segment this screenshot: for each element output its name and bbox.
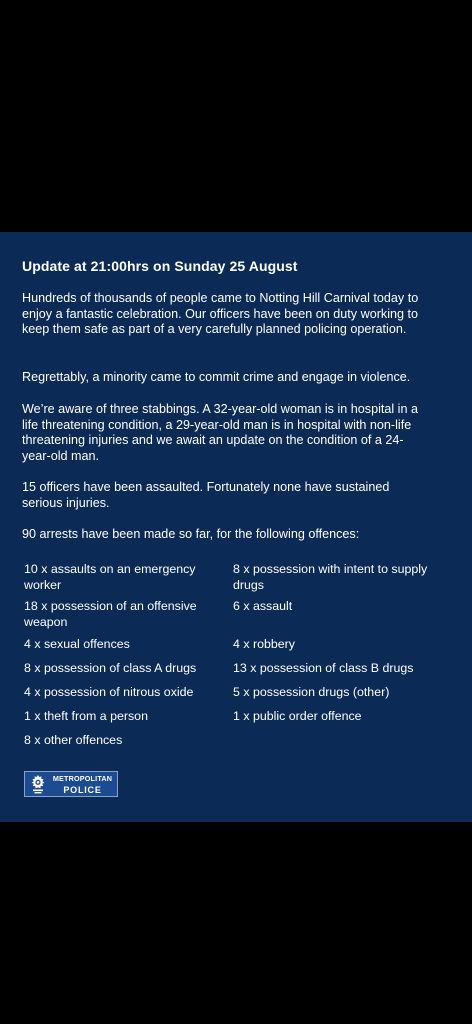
offence-item: 8 x possession with intent to supply drugs <box>233 562 428 592</box>
paragraph-intro: Hundreds of thousands of people came to Notting Hill Carnival today to enjoy a fantastic celebration. Our officers have been on duty working to keep them safe as part of a very carefully planned policing operation. <box>22 291 419 337</box>
logo-line-1: METROPOLITAN <box>52 773 113 783</box>
offence-item: 4 x possession of nitrous oxide <box>24 685 194 699</box>
offence-item: 8 x other offences <box>24 733 123 747</box>
met-police-crest-icon <box>28 773 48 795</box>
offence-item: 4 x robbery <box>233 637 295 651</box>
offence-item: 18 x possession of an offensive weapon <box>24 599 197 629</box>
offence-item: 10 x assaults on an emergency worker <box>24 562 196 592</box>
logo-text <box>48 774 117 795</box>
offence-item: 4 x sexual offences <box>24 637 130 651</box>
met-police-logo <box>24 771 118 797</box>
paragraph-minority: Regrettably, a minority came to commit crime and engage in violence. <box>22 370 411 384</box>
offence-item: 13 x possession of class B drugs <box>233 661 414 675</box>
offence-item: 1 x theft from a person <box>24 709 148 723</box>
offence-item: 1 x public order offence <box>233 709 362 723</box>
offence-item: 5 x possession drugs (other) <box>233 685 390 699</box>
statement-panel <box>0 232 472 822</box>
offence-item: 8 x possession of class A drugs <box>24 661 197 675</box>
logo-line-2: POLICE <box>63 784 102 795</box>
statement-title: Update at 21:00hrs on Sunday 25 August <box>22 258 298 274</box>
paragraph-arrests: 90 arrests have been made so far, for the following offences: <box>22 527 360 541</box>
paragraph-officers: 15 officers have been assaulted. Fortunately none have sustained serious injuries. <box>22 480 390 510</box>
paragraph-stabbings: We’re aware of three stabbings. A 32-year-old woman is in hospital in a life threatening condition, a 29-year-old man is in hospital with non-life threatening injuries and we await an update on the condition of a 24-year-old man. <box>22 402 418 463</box>
offence-item: 6 x assault <box>233 599 293 613</box>
